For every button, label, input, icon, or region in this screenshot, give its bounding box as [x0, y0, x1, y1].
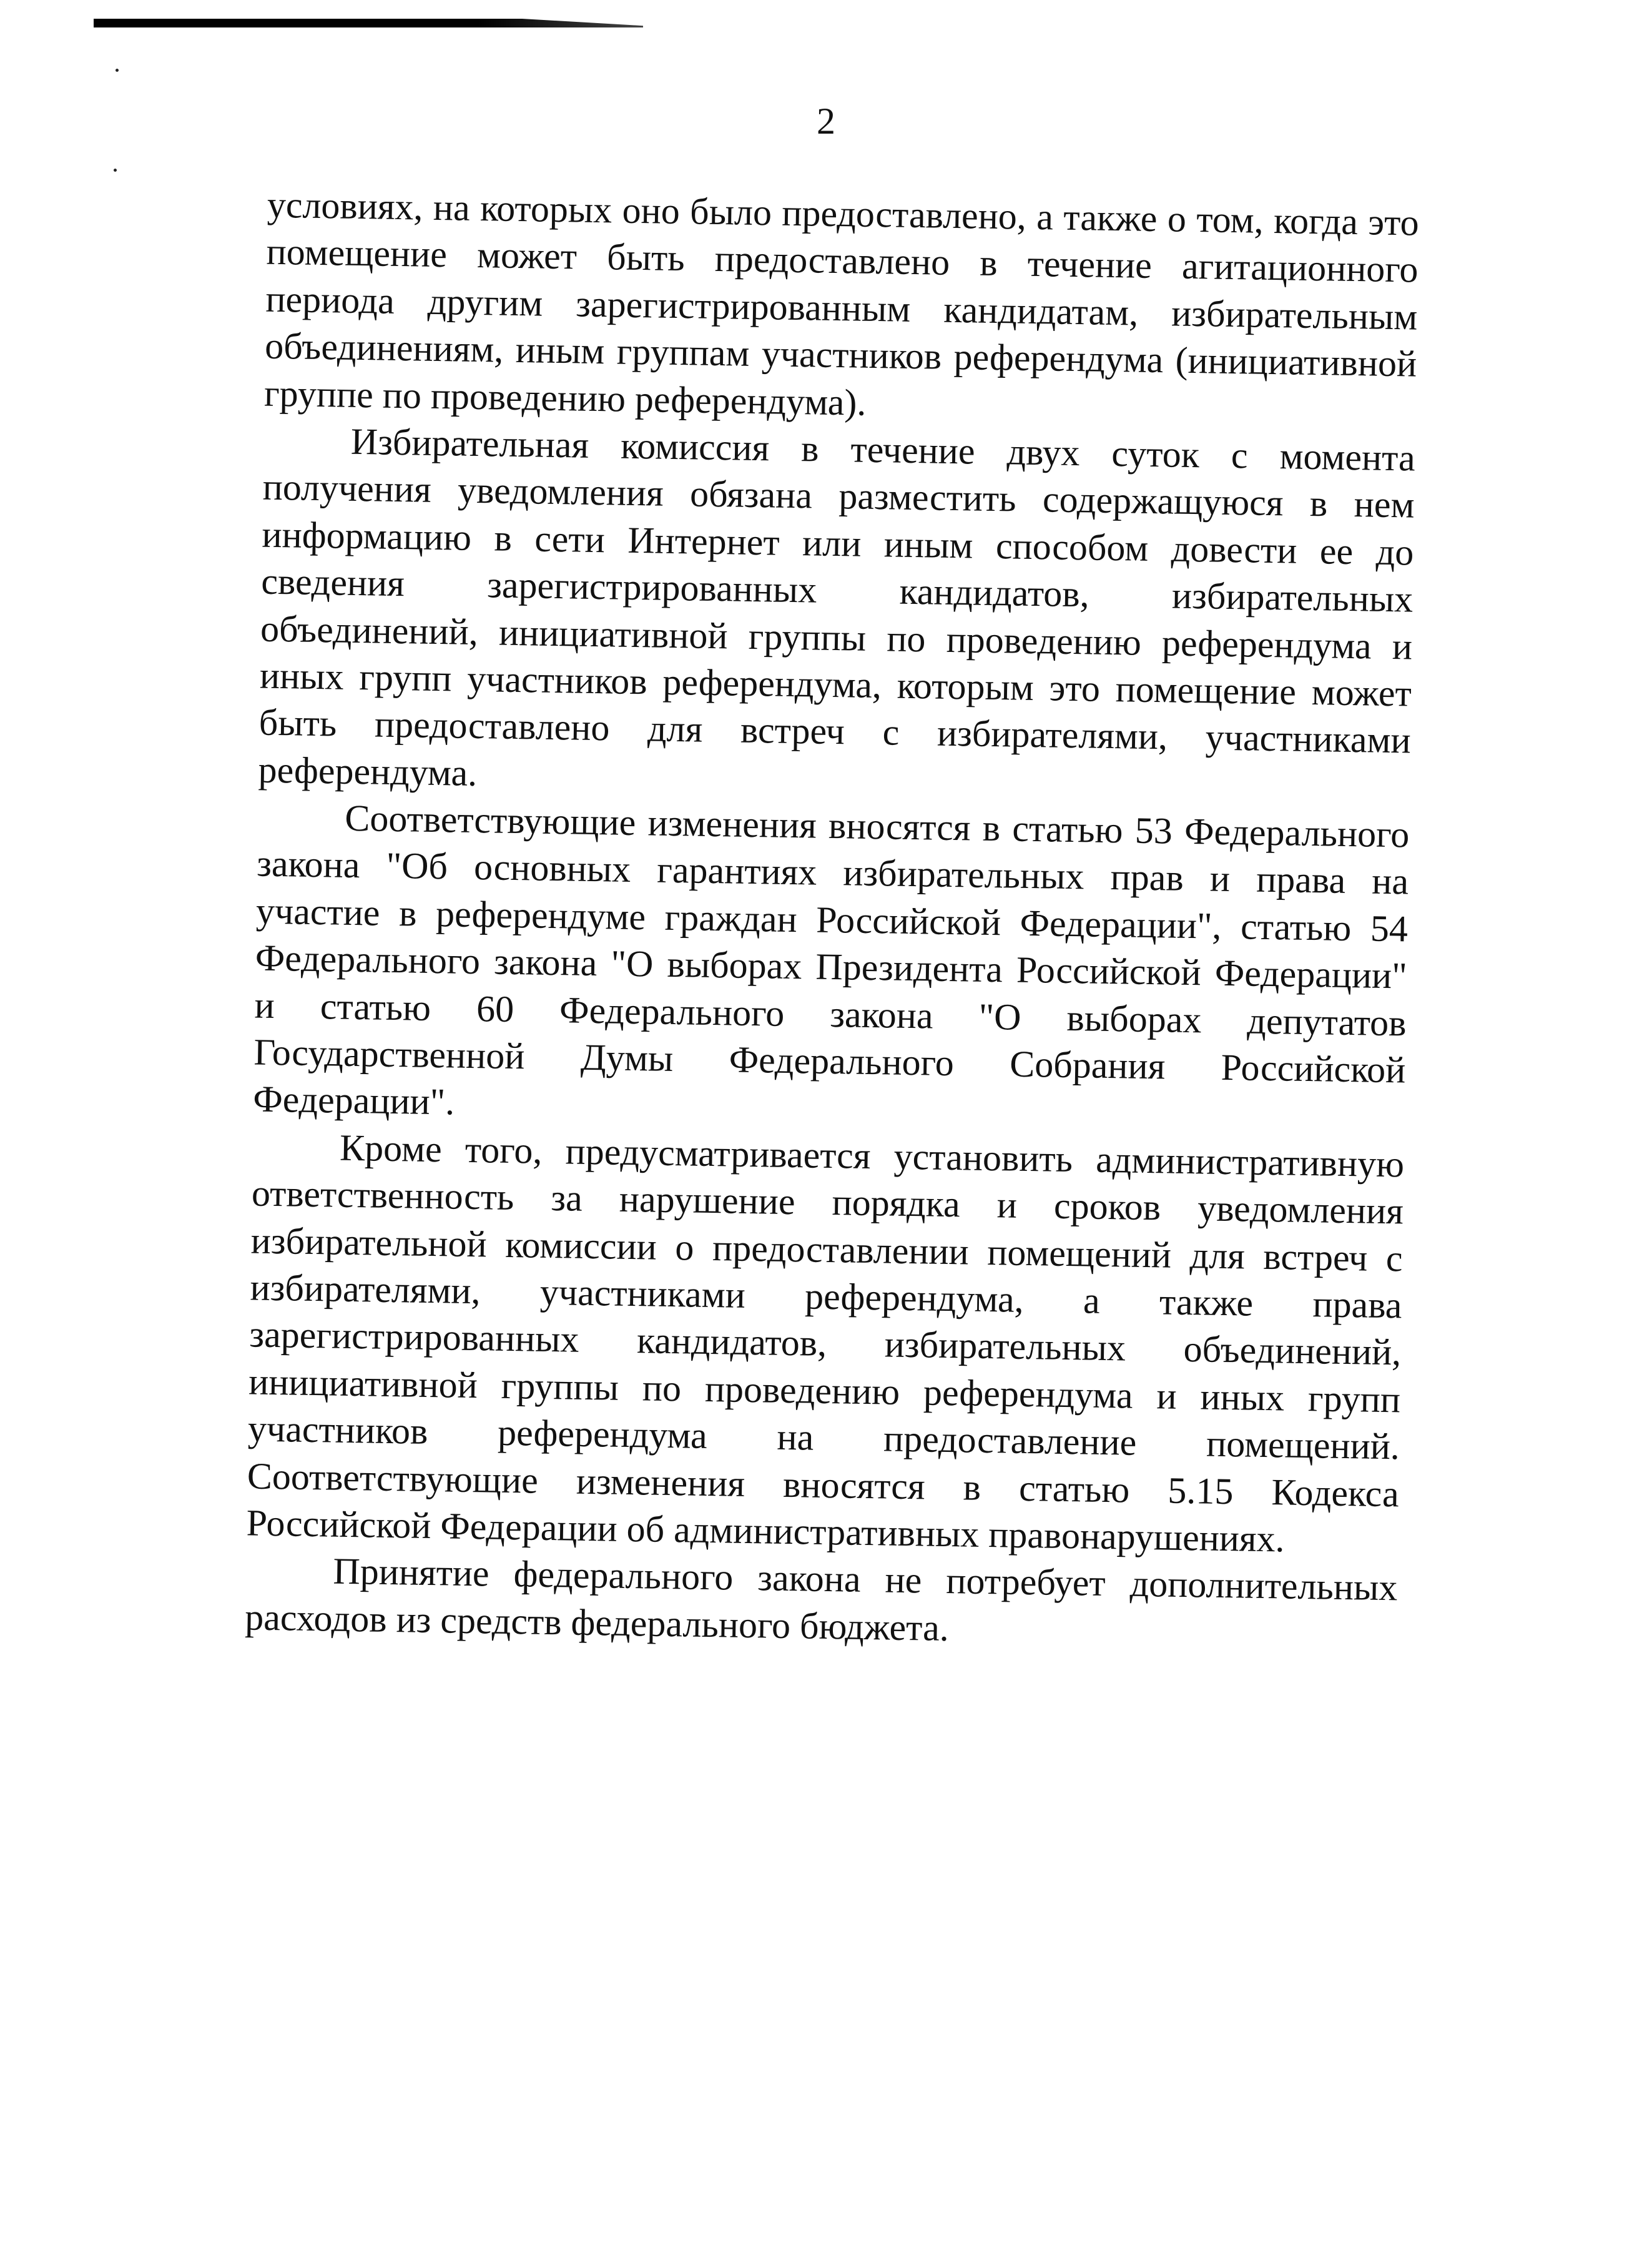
text-line: Кроме того, предусматривается установить административную [339, 1127, 1405, 1185]
text-line: помещение может быть предоставлено в течение агитационного [266, 231, 1418, 291]
text-line: избирателями, участниками референдума, а также права [250, 1266, 1402, 1326]
text-line: закона "Об основных гарантиях избирательных прав и права на [256, 842, 1409, 902]
text-line: объединений, инициативной группы по проведению референдума и [260, 608, 1413, 668]
text-line: Российской Федерации об административных правонарушениях. [246, 1502, 1286, 1560]
scan-edge-mark [94, 19, 643, 27]
text-line: и статью 60 Федерального закона "О выборах депутатов [254, 984, 1407, 1044]
text-line: сведения зарегистрированных кандидатов, избирательных [260, 560, 1414, 620]
text-line: получения уведомления обязана разместить содержащуюся в нем [262, 466, 1415, 526]
text-line: участие в референдуме граждан Российской Федерации", статью 54 [255, 890, 1409, 950]
text-line: Государственной Думы Федерального Собрания Российской [253, 1031, 1406, 1091]
text-line: периода другим зарегистрированным кандидатам, избирательным [265, 278, 1418, 338]
text-line: быть предоставлено для встреч с избирателями, участниками [258, 701, 1412, 761]
text-line: Федерального закона "О выборах Президента Российской Федерации" [255, 937, 1408, 997]
text-line: инициативной группы по проведению референдума и иных групп [248, 1361, 1401, 1421]
text-line: зарегистрированных кандидатов, избирательных объединений, [248, 1313, 1402, 1373]
page-number: 2 [817, 101, 835, 142]
text-line: иных групп участников референдума, которым это помещение может [259, 654, 1412, 714]
text-line: участников референдума на предоставление помещений. [247, 1408, 1400, 1468]
scan-speck [116, 69, 119, 72]
text-line: объединениям, иным группам участников референдума (инициативной [264, 325, 1417, 385]
text-line: расходов из средств федерального бюджета. [244, 1596, 950, 1649]
text-line: ответственность за нарушение порядка и сроков уведомления [251, 1172, 1404, 1232]
text-line: референдума. [258, 749, 478, 794]
scan-speck [114, 169, 117, 172]
text-line: Федерации". [252, 1078, 455, 1123]
text-line: Соответствующие изменения вносятся в статью 5.15 Кодекса [247, 1454, 1400, 1514]
document-body [245, 182, 1419, 1659]
text-line: информацию в сети Интернет или иным способом довести ее до [262, 513, 1414, 573]
text-line: Соответствующие изменения вносятся в статью 53 Федерального [344, 797, 1410, 856]
text-line: Избирательная комиссия в течение двух суток с момента [350, 420, 1416, 479]
text-line: избирательной комиссии о предоставлении помещений для встреч с [250, 1220, 1404, 1280]
text-line: условиях, на которых оно было предоставлено, а также о том, когда это [267, 184, 1420, 244]
text-line: группе по проведению референдума). [263, 372, 867, 423]
text-line: Принятие федерального закона не потребует дополнительных [333, 1550, 1398, 1609]
